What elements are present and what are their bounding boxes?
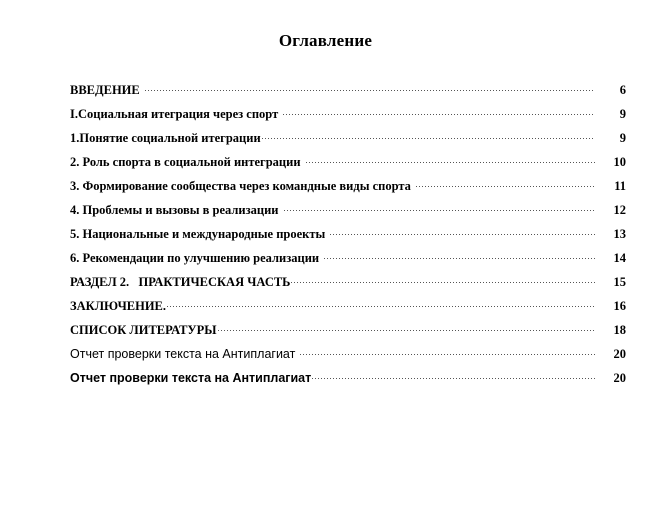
toc-entry[interactable] <box>70 270 626 294</box>
toc-dot-leader <box>217 322 595 335</box>
toc-entry-label: 5. Национальные и международные проекты <box>70 227 326 241</box>
toc-dot-leader <box>311 370 595 383</box>
toc-dot-leader <box>305 154 595 167</box>
toc-entry[interactable] <box>70 126 626 150</box>
toc-entry[interactable] <box>70 78 626 102</box>
toc-entry-page-number: 9 <box>619 107 626 121</box>
toc-dot-leader <box>144 82 595 95</box>
toc-dot-leader <box>166 298 595 311</box>
table-of-contents <box>70 78 626 390</box>
toc-entry[interactable] <box>70 198 626 222</box>
toc-entry-page-number: 6 <box>619 83 626 97</box>
toc-entry[interactable] <box>70 222 626 246</box>
toc-entry-label: 3. Формирование сообщества через командные виды спорта <box>70 179 411 193</box>
toc-entry-page-number: 12 <box>613 203 626 217</box>
toc-entry-page-number: 18 <box>613 323 626 337</box>
toc-entry-label: ЗАКЛЮЧЕНИЕ. <box>70 299 167 313</box>
toc-entry-page-number: 11 <box>614 179 626 193</box>
toc-entry[interactable] <box>70 294 626 318</box>
toc-dot-leader <box>415 178 595 191</box>
toc-entry[interactable] <box>70 102 626 126</box>
toc-entry[interactable] <box>70 342 626 366</box>
toc-entry-page-number: 20 <box>613 371 626 385</box>
toc-entry-label: СПИСОК ЛИТЕРАТУРЫ <box>70 323 217 337</box>
toc-entry-page-number: 16 <box>613 299 626 313</box>
toc-dot-leader <box>290 274 595 287</box>
toc-entry-label: Отчет проверки текста на Антиплагиат <box>70 371 312 385</box>
toc-entry-label: 4. Проблемы и вызовы в реализации <box>70 203 279 217</box>
toc-entry-label: РАЗДЕЛ 2. ПРАКТИЧЕСКАЯ ЧАСТЬ <box>70 275 291 289</box>
toc-dot-leader <box>299 346 595 359</box>
toc-entry-page-number: 14 <box>613 251 626 265</box>
toc-entry[interactable] <box>70 174 626 198</box>
toc-entry-label: 1.Понятие социальной итеграции <box>70 131 261 145</box>
toc-entry-label: 2. Роль спорта в социальной интеграции <box>70 155 301 169</box>
toc-entry-page-number: 15 <box>613 275 626 289</box>
toc-dot-leader <box>329 226 595 239</box>
toc-entry[interactable] <box>70 318 626 342</box>
toc-entry[interactable] <box>70 246 626 270</box>
toc-dot-leader <box>323 250 595 263</box>
toc-entry-label: ВВЕДЕНИЕ <box>70 83 140 97</box>
toc-entry-page-number: 20 <box>613 347 626 361</box>
toc-entry[interactable] <box>70 150 626 174</box>
toc-entry-page-number: 13 <box>613 227 626 241</box>
toc-dot-leader <box>283 202 595 215</box>
page-title: Оглавление <box>278 31 373 50</box>
toc-entry-page-number: 9 <box>619 131 626 145</box>
toc-entry[interactable] <box>70 366 626 390</box>
toc-entry-page-number: 10 <box>613 155 626 169</box>
toc-dot-leader <box>261 130 595 143</box>
toc-dot-leader <box>282 106 595 119</box>
toc-entry-label: Отчет проверки текста на Антиплагиат <box>70 347 296 361</box>
toc-entry-label: I.Социальная итеграция через спорт <box>70 107 279 121</box>
toc-entry-label: 6. Рекомендации по улучшению реализации <box>70 251 320 265</box>
